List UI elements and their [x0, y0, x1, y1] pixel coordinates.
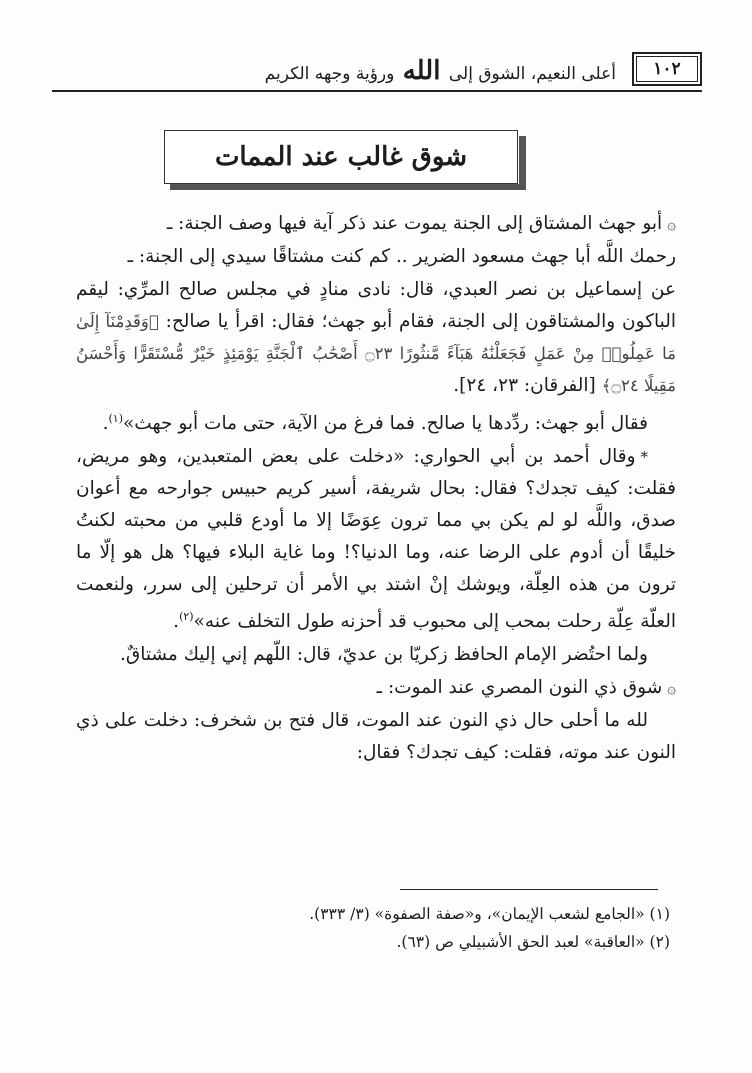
header-rule	[52, 90, 702, 92]
paragraph-dhun-nun-heading: ۞شوق ذي النون المصري عند الموت: ـ	[376, 677, 676, 699]
quran-verse: ﴿وَقَدِمْنَآ إِلَىٰ مَا عَمِلُوا۟ مِنْ عَمَلٍ فَجَعَلْنَٰهُ هَبَآءً مَّنثُورًا ۝٢٣ أَصْحَٰبُ ٱلْجَنَّةِ يَوْمَئِذٍ خَيْرٌ مُّسْتَقَرًّا وَأَحْسَنُ مَقِيلًا ۝٢٤﴾	[76, 312, 676, 395]
footnote: (٢) «العاقبة» لعبد الحق الأشبيلي ص (٦٣).	[396, 933, 670, 951]
body-text	[76, 208, 676, 770]
page-header	[52, 46, 702, 96]
allah-calligraphy: الله	[402, 56, 441, 86]
page-number-box	[632, 52, 702, 86]
paragraph-narration: عن إسماعيل بن نصر العبدي، قال: نادى منادٍ في مجلس صالح المرِّي: ليقم الباكون والمشتاقون إلى الجنة، فقام أبو جهث؛ فقال: اقرأ يا صالح: ﴿وَقَدِمْنَآ إِلَىٰ مَا عَمِلُوا۟ مِنْ عَمَلٍ فَجَعَلْنَٰهُ هَبَآءً مَّنثُورًا ۝٢٣ أَصْحَٰبُ ٱلْجَنَّةِ يَوْمَئِذٍ خَيْرٌ مُّسْتَقَرًّا وَأَحْسَنُ مَقِيلًا ۝٢٤﴾ [الفرقان: ٢٣، ٢٤].	[76, 279, 676, 396]
verse-reference: [الفرقان: ٢٣، ٢٤].	[453, 375, 596, 396]
running-head	[265, 56, 616, 86]
paragraph-hawari: *وقال أحمد بن أبي الحواري: «دخلت على بعض المتعبدين، وهو مريض، فقلت: كيف تجدك؟ فقال: بحال شريفة، أسير كريم حبيس جوارحه مع أعوان صدق، واللَّه لو لم يكن بي مما ترون عِوَضًا إلا ما أودع قلبي من محبته لكنتُ خليقًا أن أدوم على الرضا عنه، وما الدنيا؟! وما غاية البلاء فيها؟ هل هو إلّا ما ترون من هذه العِلّة، ويوشك إنْ اشتد بي الأمر أن ترحلين إلى سرر، ولنعمت العلّة عِلّة رحلت بمحب إلى محبوب قد أحزنه طول التخلف عنه»$^{(٢)}$.	[76, 446, 676, 633]
paragraph: رحمك اللَّه أبا جهث مسعود الضرير .. كم كنت مشتاقًا سيدي إلى الجنة: ـ	[127, 246, 676, 267]
paragraph: ولما احتُضر الإمام الحافظ زكريّا بن عديّ، قال: اللّهم إني إليك مشتاقٌ.	[119, 644, 648, 666]
footnotes	[76, 900, 676, 956]
footnote-rule	[400, 889, 658, 890]
footnote-marker: (١)	[108, 412, 123, 425]
footnote-marker: (٢)	[179, 610, 194, 624]
paragraph-abu-jahth-heading: ۞أبو جهث المشتاق إلى الجنة يموت عند ذكر آية فيها وصف الجنة: ـ	[166, 213, 676, 234]
running-head-part2: ورؤية وجهه الكريم	[264, 64, 395, 84]
paragraph: لله ما أحلى حال ذي النون عند الموت، قال فتح بن شخرف: دخلت على ذي النون عند موته، فقلت: كيف تجدك؟ فقال:	[76, 710, 676, 764]
page-number: ١٠٢	[653, 59, 681, 79]
bullet-icon: ۞	[667, 679, 676, 698]
paragraph: فقال أبو جهث: ردِّدها يا صالح. فما فرغ من الآية، حتى مات أبو جهث»$^{(١)}$.	[102, 412, 648, 435]
section-title: شوق غالب عند الممات	[214, 142, 468, 172]
section-title-frame	[120, 118, 560, 194]
footnote: (١) «الجامع لشعب الإيمان»، و«صفة الصفوة» (٣/ ٣٣٣).	[309, 905, 670, 923]
running-head-part1: أعلى النعيم، الشوق إلى	[448, 64, 616, 84]
asterisk-mark: *	[640, 448, 648, 467]
bullet-icon: ۞	[667, 215, 676, 233]
